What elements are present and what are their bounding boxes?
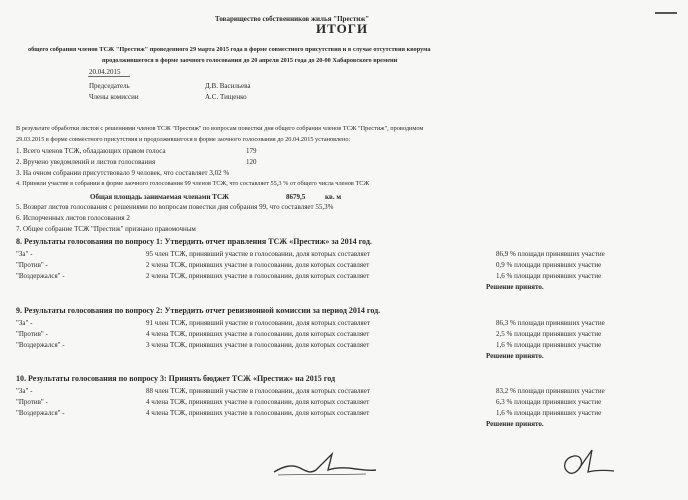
page-title: ИТОГИ — [316, 21, 369, 36]
org-name: Товарищество собственников жилья "Престиж" — [215, 15, 370, 23]
area-unit: кв. м — [325, 193, 342, 201]
vote-percent: 86,9 % площади принявших участие — [496, 250, 605, 258]
vote-label: "Против" - — [16, 261, 48, 269]
note-item: 6. Испорченных листов голосования 2 — [16, 214, 130, 222]
commission-role: Члены комиссии — [89, 93, 139, 101]
vote-percent: 0,9 % площади принявших участие — [496, 261, 602, 269]
vote-count: 4 члена ТСЖ, принявших участие в голосовании, доля которых составляет — [146, 398, 370, 406]
section-heading: 8. Результаты голосования по вопросу 1: Утвердить отчет правления ТСЖ «Престиж» за 2014 год. — [16, 237, 372, 246]
vote-count: 4 члена ТСЖ, принявших участие в голосовании, доля которых составляет — [146, 330, 370, 338]
subtitle-line-2: продолжившегося в форме заочного голосования до 20 апреля 2015 года до 20-00 Хабаровского времени — [102, 57, 398, 64]
note-item: 5. Возврат листов голосования с решениями по вопросам повестки дня собрания 99, что составляет 55,3% — [16, 203, 334, 211]
date-underline — [88, 76, 130, 77]
vote-count: 91 член ТСЖ, принявший участие в голосовании, доля которых составляет — [146, 319, 370, 327]
document-date: 20.04.2015 — [89, 68, 121, 76]
vote-percent: 1,6 % площади принявших участие — [496, 409, 602, 417]
vote-count: 2 члена ТСЖ, принявших участие в голосовании, доля которых составляет — [146, 272, 370, 280]
chair-name: Д.В. Васильева — [205, 82, 251, 90]
area-value: 8679,5 — [286, 193, 306, 201]
commission-name: А.С. Тищенко — [205, 93, 247, 101]
stat-value: 120 — [246, 158, 257, 166]
decision-result: Решение принято. — [486, 283, 544, 291]
vote-count: 95 член ТСЖ, принявший участие в голосовании, доля которых составляет — [146, 250, 370, 258]
stat-value: 179 — [246, 147, 257, 155]
vote-percent: 2,5 % площади принявших участие — [496, 330, 602, 338]
vote-percent: 1,6 % площади принявших участие — [496, 272, 602, 280]
vote-label: "За" - — [16, 250, 33, 258]
section-heading: 9. Результаты голосования по вопросу 2: Утвердить отчет ревизионной комиссии за период 2014 год. — [16, 306, 381, 315]
decision-result: Решение принято. — [486, 420, 544, 428]
intro-line-1: В результате обработки листов с решениями членов ТСЖ "Престиж" по вопросам повестки дня общего собрания членов ТСЖ "Престиж", проводимом — [16, 125, 424, 132]
area-label: Общая площадь занимаемая членами ТСЖ — [90, 193, 229, 201]
stat-label: 4. Приняли участие в собрании в форме заочного голосования 99 членов ТСЖ, что составляет 55,3 % от общего числа членов ТСЖ — [16, 180, 370, 187]
vote-label: "Против" - — [16, 330, 48, 338]
stat-label: 3. На очном собрании присутствовало 9 человек, что составляет 3,02 % — [16, 169, 230, 177]
subtitle-line-1: общего собрания членов ТСЖ "Престиж" проведенного 29 марта 2015 года в форме совместного присутствия и в случае отсутствия кворума — [28, 46, 431, 53]
stat-label: 1. Всего членов ТСЖ, обладающих правом голоса — [16, 147, 166, 155]
vote-percent: 1,6 % площади принявших участие — [496, 341, 602, 349]
vote-label: "За" - — [16, 387, 33, 395]
vote-percent: 6,3 % площади принявших участие — [496, 398, 602, 406]
vote-label: "Против" - — [16, 398, 48, 406]
corner-mark — [655, 12, 677, 14]
note-item: 7. Общее собрание ТСЖ "Престиж" признано правомочным — [16, 225, 196, 233]
vote-count: 88 член ТСЖ, принявший участие в голосовании, доля которых составляет — [146, 387, 370, 395]
intro-line-2: 29.03.2015 в форме совместного присутствия и продолжившегося в форме заочного голосования до 20.04.2015 установлено: — [16, 136, 351, 143]
vote-label: "Воздержался" - — [16, 272, 65, 280]
signature-commission — [558, 446, 620, 480]
vote-count: 2 члена ТСЖ, принявших участие в голосовании, доля которых составляет — [146, 261, 370, 269]
chair-role: Председатель — [89, 82, 130, 90]
section-heading: 10. Результаты голосования по вопросу 3: Принять бюджет ТСЖ «Престиж» на 2015 год — [16, 374, 336, 383]
vote-label: "За" - — [16, 319, 33, 327]
vote-label: "Воздержался" - — [16, 409, 65, 417]
stat-label: 2. Вручено уведомлений и листов голосования — [16, 158, 156, 166]
signature-chair — [270, 448, 380, 480]
vote-label: "Воздержался" - — [16, 341, 65, 349]
vote-percent: 86,3 % площади принявших участие — [496, 319, 605, 327]
vote-percent: 83,2 % площади принявших участие — [496, 387, 605, 395]
vote-count: 3 члена ТСЖ, принявших участие в голосовании, доля которых составляет — [146, 341, 370, 349]
vote-count: 4 члена ТСЖ, принявших участие в голосовании, доля которых составляет — [146, 409, 370, 417]
decision-result: Решение принято. — [486, 352, 544, 360]
